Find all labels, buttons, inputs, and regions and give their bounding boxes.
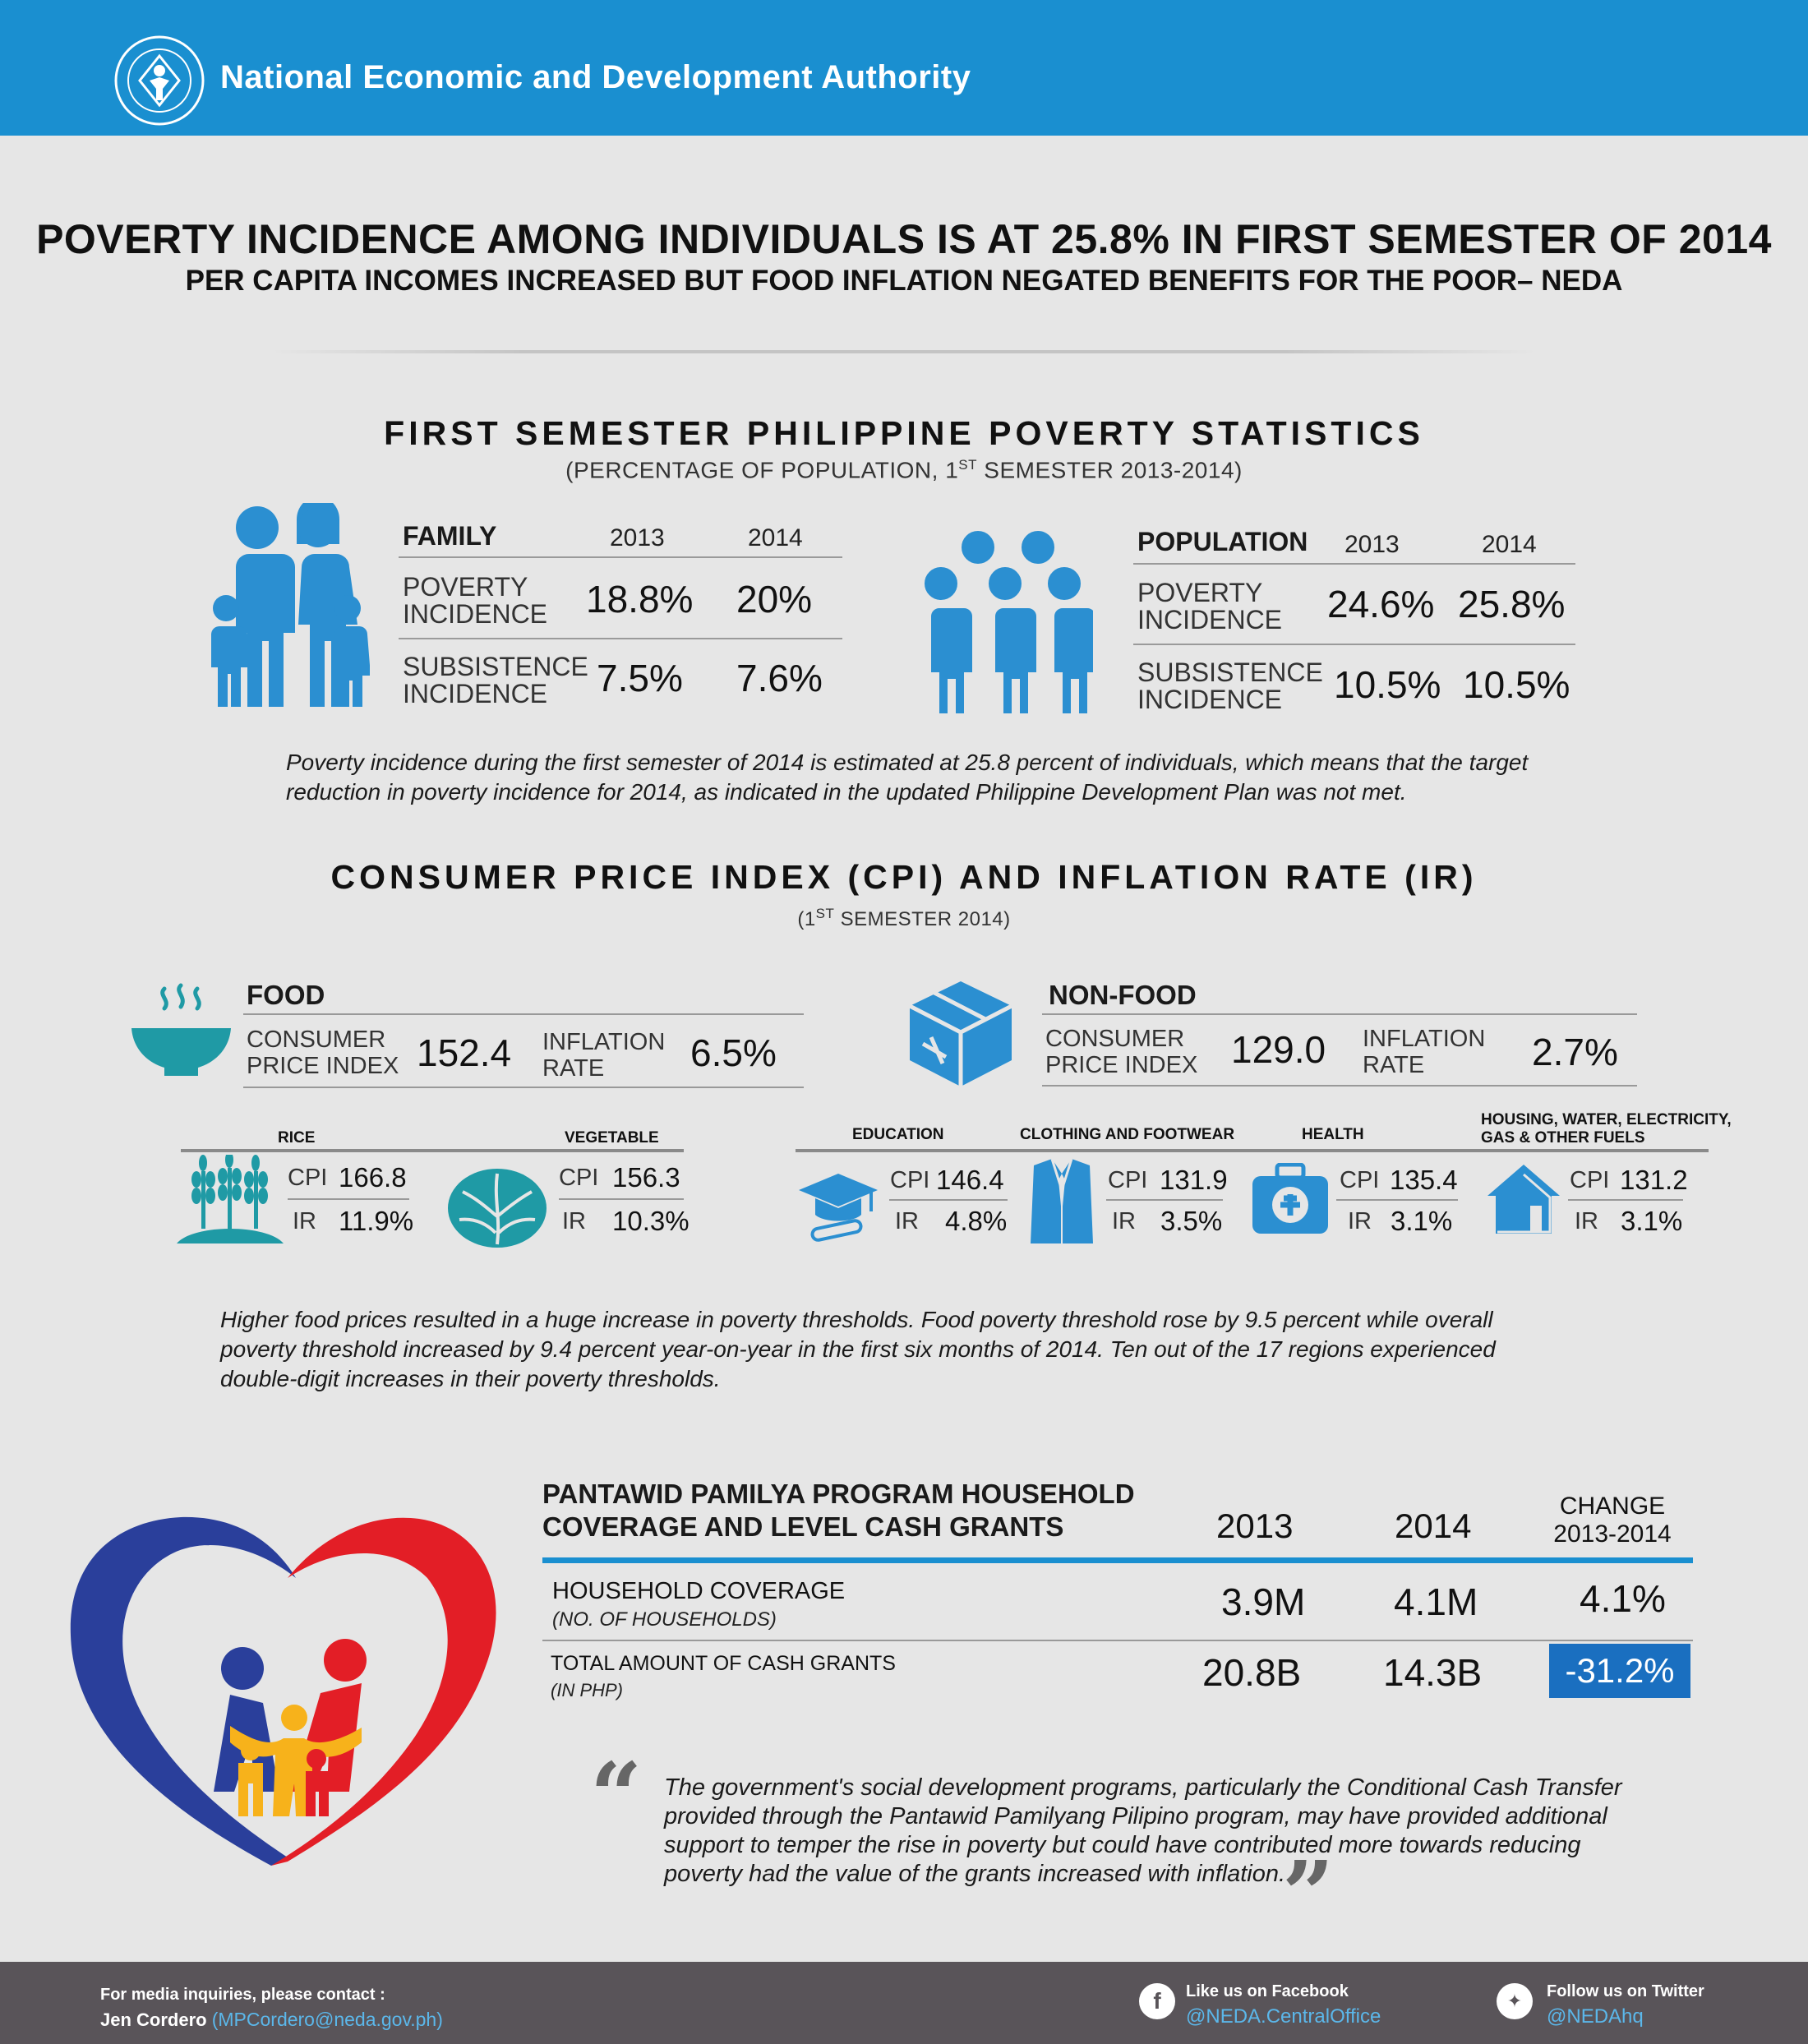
family-year-2014: 2014 (748, 524, 803, 551)
table-rule (1042, 1013, 1637, 1015)
poverty-section-title: FIRST SEMESTER PHILIPPINE POVERTY STATISTICS (384, 414, 1424, 452)
food-header: FOOD (247, 980, 325, 1010)
contact-name: Jen Cordero (100, 2009, 207, 2030)
facebook-handle-link[interactable]: @NEDA.CentralOffice (1186, 2005, 1381, 2028)
household-coverage-2013: 3.9M (1221, 1580, 1306, 1623)
family-subsistence-2013: 7.5% (597, 657, 683, 699)
rice-cpi-label: CPI (288, 1165, 328, 1191)
housing-ir-label: IR (1575, 1208, 1598, 1234)
clothing-label: CLOTHING AND FOOTWEAR (1020, 1126, 1235, 1143)
nonfood-cpi-label: CONSUMER PRICE INDEX (1045, 1026, 1198, 1078)
population-poverty-2014: 25.8% (1458, 583, 1566, 625)
table-rule (399, 556, 842, 558)
cash-grants-2014: 14.3B (1383, 1651, 1483, 1694)
housing-cpi-value: 131.2 (1620, 1165, 1688, 1195)
pantawid-year-2013: 2013 (1216, 1506, 1294, 1545)
main-title: POVERTY INCIDENCE AMONG INDIVIDUALS IS AT 25.8% IN FIRST SEMESTER OF 2014 (36, 216, 1772, 262)
population-year-2013: 2013 (1344, 531, 1400, 558)
education-cpi-value: 146.4 (936, 1165, 1004, 1195)
table-rule (288, 1198, 409, 1200)
table-rule (542, 1640, 1693, 1641)
contact-label: For media inquiries, please contact : (100, 1986, 385, 2004)
population-subsistence-2013: 10.5% (1334, 663, 1441, 706)
medical-kit-icon (1251, 1163, 1330, 1235)
table-rule (1133, 563, 1575, 565)
vegetable-label: VEGETABLE (565, 1129, 659, 1147)
table-rule (1336, 1199, 1458, 1201)
nonfood-header: NON-FOOD (1049, 980, 1197, 1010)
vegetable-ir-value: 10.3% (612, 1206, 690, 1236)
population-poverty-2013: 24.6% (1327, 583, 1435, 625)
population-year-2014: 2014 (1482, 531, 1537, 558)
education-cpi-label: CPI (890, 1167, 930, 1193)
table-rule (243, 1013, 804, 1015)
housing-cpi-label: CPI (1570, 1167, 1610, 1193)
cpi-section-subtitle: (1ST SEMESTER 2014) (797, 906, 1011, 930)
clothing-ir-value: 3.5% (1160, 1206, 1223, 1236)
pantawid-heart-logo (66, 1512, 505, 1874)
neda-seal-icon (113, 35, 205, 127)
health-cpi-value: 135.4 (1390, 1165, 1458, 1195)
suit-icon (1029, 1157, 1095, 1243)
pantawid-year-2014: 2014 (1395, 1506, 1472, 1545)
household-coverage-2014: 4.1M (1394, 1580, 1478, 1623)
vegetable-ir-label: IR (562, 1208, 586, 1234)
nonfood-cpi-value: 129.0 (1231, 1028, 1326, 1071)
table-rule (243, 1087, 804, 1088)
rice-ir-value: 11.9% (339, 1206, 414, 1236)
education-ir-label: IR (895, 1208, 919, 1234)
rice-cpi-value: 166.8 (339, 1162, 407, 1193)
family-year-2013: 2013 (610, 524, 665, 551)
population-subsistence-2014: 10.5% (1463, 663, 1570, 706)
vegetable-cpi-label: CPI (559, 1165, 599, 1191)
facebook-icon[interactable]: f (1139, 1983, 1175, 2019)
cpi-note: Higher food prices resulted in a huge increase in poverty thresholds. Food poverty threshold rose by 9.5 percent while overall poverty threshold increased by 9.4 percent year-on-year in the first six months of 2014. Ten out of the 17 regions experienced double-digit increases in their poverty thresholds. (220, 1307, 1496, 1391)
family-poverty-2013: 18.8% (586, 578, 694, 621)
food-ir-value: 6.5% (690, 1031, 777, 1074)
food-cpi-label: CONSUMER PRICE INDEX (247, 1027, 399, 1079)
family-poverty-label: POVERTY INCIDENCE (403, 572, 548, 629)
rice-ir-label: IR (293, 1208, 316, 1234)
table-rule (796, 1149, 1709, 1152)
table-rule (559, 1198, 684, 1200)
population-poverty-label: POVERTY INCIDENCE (1137, 578, 1283, 634)
table-rule (399, 638, 842, 639)
family-poverty-2014: 20% (736, 578, 813, 621)
package-icon (906, 978, 1015, 1089)
twitter-label: Follow us on Twitter (1547, 1982, 1704, 2000)
vegetable-icon (446, 1167, 549, 1249)
table-rule (1106, 1199, 1223, 1201)
cash-grants-unit: (IN PHP) (551, 1680, 623, 1700)
population-subsistence-label: SUBSISTENCE INCIDENCE (1137, 657, 1323, 714)
clothing-cpi-label: CPI (1108, 1167, 1148, 1193)
family-header: FAMILY (403, 521, 497, 551)
poverty-section-subtitle: (PERCENTAGE OF POPULATION, 1ST SEMESTER 2013-2014) (565, 457, 1243, 483)
table-rule (1042, 1085, 1637, 1087)
divider (271, 350, 1537, 353)
contact-email-link[interactable]: (MPCordero@neda.gov.ph) (211, 2009, 443, 2030)
cash-grants-label: TOTAL AMOUNT OF CASH GRANTS (551, 1652, 896, 1675)
table-rule (181, 1149, 684, 1152)
facebook-label: Like us on Facebook (1186, 1982, 1349, 2000)
cash-grants-2013: 20.8B (1202, 1651, 1302, 1694)
population-header: POPULATION (1137, 527, 1308, 556)
poverty-note: Poverty incidence during the first semester of 2014 is estimated at 25.8 percent of individuals, which means that the target reduction in poverty incidence for 2014, as indicated in the updated Philippine Development Plan was not met. (286, 750, 1529, 805)
table-rule (889, 1199, 1008, 1201)
health-label: HEALTH (1302, 1126, 1364, 1143)
education-label: EDUCATION (852, 1126, 944, 1143)
cash-grants-change: -31.2% (1549, 1644, 1690, 1698)
nonfood-ir-value: 2.7% (1532, 1031, 1618, 1073)
twitter-handle-link[interactable]: @NEDAhq (1547, 2005, 1644, 2028)
open-quote-icon: “ (590, 1742, 643, 1848)
close-quote-icon: ” (1282, 1841, 1335, 1947)
org-name: National Economic and Development Authority (220, 59, 971, 95)
family-icon (201, 503, 370, 708)
pantawid-quote: The government's social development programs, particularly the Conditional Cash Transfer provided through the Pantawid Pamilyang Pilipino program, may have provided additional support to temper the rise in poverty but could have contributed more towards reducing poverty had the value of the grants increased with inflation. (664, 1774, 1622, 1887)
clothing-cpi-value: 131.9 (1160, 1165, 1228, 1195)
family-subsistence-2014: 7.6% (736, 657, 823, 699)
housing-label: HOUSING, WATER, ELECTRICITY, GAS & OTHER FUELS (1481, 1111, 1732, 1147)
cpi-section-title: CONSUMER PRICE INDEX (CPI) AND INFLATION RATE (IR) (330, 858, 1478, 896)
food-bowl-icon (130, 982, 233, 1081)
health-ir-value: 3.1% (1391, 1206, 1453, 1236)
twitter-icon[interactable]: ✦ (1497, 1983, 1533, 2019)
vegetable-cpi-value: 156.3 (612, 1162, 680, 1193)
family-subsistence-label: SUBSISTENCE INCIDENCE (403, 652, 588, 708)
house-icon (1486, 1163, 1561, 1235)
household-coverage-label: HOUSEHOLD COVERAGE (552, 1578, 846, 1604)
clothing-ir-label: IR (1112, 1208, 1136, 1234)
household-coverage-unit: (NO. OF HOUSEHOLDS) (552, 1608, 777, 1631)
table-rule-blue (542, 1557, 1693, 1563)
education-ir-value: 4.8% (945, 1206, 1008, 1236)
pantawid-title: PANTAWID PAMILYA PROGRAM HOUSEHOLD COVERAGE AND LEVEL CASH GRANTS (542, 1479, 1135, 1542)
rice-label: RICE (278, 1129, 316, 1147)
population-icon (908, 526, 1093, 715)
food-ir-label: INFLATION RATE (542, 1029, 666, 1082)
pantawid-change-header: CHANGE 2013-2014 (1553, 1493, 1672, 1548)
contact-line (100, 2009, 443, 2031)
household-coverage-change: 4.1% (1580, 1577, 1666, 1620)
housing-ir-value: 3.1% (1621, 1206, 1683, 1236)
table-rule (1133, 644, 1575, 645)
main-subtitle: PER CAPITA INCOMES INCREASED BUT FOOD INFLATION NEGATED BENEFITS FOR THE POOR– NEDA (185, 265, 1623, 297)
rice-icon (177, 1155, 284, 1243)
health-ir-label: IR (1348, 1208, 1372, 1234)
table-rule (1568, 1199, 1683, 1201)
health-cpi-label: CPI (1340, 1167, 1380, 1193)
nonfood-ir-label: INFLATION RATE (1363, 1026, 1486, 1078)
graduation-cap-icon (796, 1167, 879, 1245)
food-cpi-value: 152.4 (417, 1031, 512, 1074)
